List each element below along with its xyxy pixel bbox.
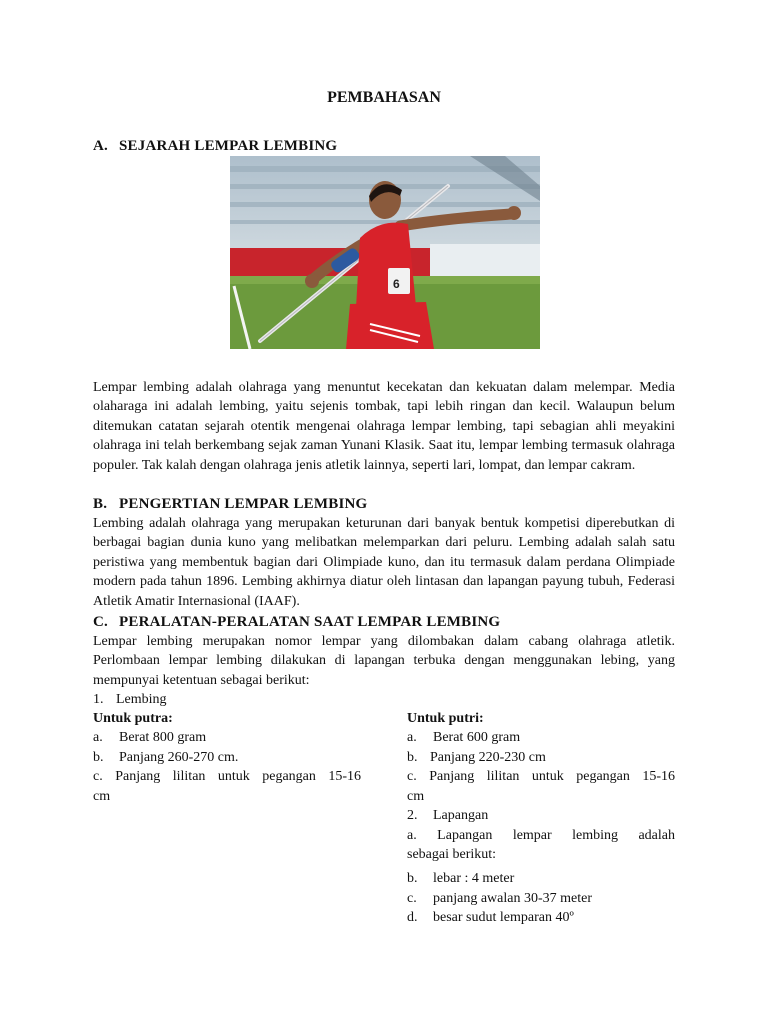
list-text: panjang awalan 30-37 meter [433,891,592,906]
list-text: Lembing [116,692,167,707]
section-b-paragraph: Lembing adalah olahraga yang merupakan keturunan dari banyak bentuk kompetisi diperebutkan di berbagai bagian dunia kuno yang melibatkan melemparkan dari peluru. Lembing adalah salah satu peristiwa yang membentuk bagian dari Olimpiade kuno, dan itu termasuk dalam perdana Olimpiade modern pada tahun 1896. Lembing akhirnya diatur oleh lintasan dan lapangan payung tubuh, Federasi Atletik Amatir Internasional (IAAF). [93,516,675,609]
list-text: besar sudut lemparan 40º [433,910,574,925]
list-marker: 1. [93,692,104,707]
list-marker: c. [93,769,103,784]
list-marker: b. [407,750,418,765]
lapangan-item-a [407,826,675,845]
section-b-number: B. [93,496,108,512]
page-title: PEMBAHASAN [327,89,441,106]
putra-item-a [93,728,206,747]
list-marker: a. [93,730,103,745]
lapangan-item-a-continued: sebagai berikut: [407,847,497,862]
putri-heading: Untuk putri: [407,711,484,726]
list-text: Panjang lilitan untuk pegangan 15-16 [429,769,675,784]
putra-item-c-continued: cm [93,789,111,804]
putri-item-c [407,767,675,786]
section-a-title: SEJARAH LEMPAR LEMBING [119,138,338,154]
list-item-lapangan [407,806,488,825]
list-text: Lapangan lempar lembing adalah [437,828,675,843]
section-c-number: C. [93,614,108,630]
section-c-paragraph: Lempar lembing merupakan nomor lempar yang dilombakan dalam cabang olahraga atletik. Perlombaan lempar lembing dilakukan di lapangan terbuka dengan menggunakan lebing, yang mempunyai ketentuan sebagai berikut: [93,634,675,688]
lapangan-item-d [407,908,574,927]
list-marker: c. [407,891,417,906]
list-text: Panjang 220-230 cm [430,750,546,765]
section-b-title: PENGERTIAN LEMPAR LEMBING [119,496,368,512]
svg-text:6: 6 [393,277,400,291]
list-marker: b. [93,750,104,765]
list-text: lebar : 4 meter [433,871,515,886]
putra-heading: Untuk putra: [93,711,173,726]
list-marker: d. [407,910,418,925]
list-marker: b. [407,871,418,886]
list-item-lembing [93,690,167,709]
list-text: Panjang 260-270 cm. [119,750,239,765]
list-text: Panjang lilitan untuk pegangan 15-16 [115,769,361,784]
putra-item-b [93,748,238,767]
list-marker: c. [407,769,417,784]
section-c-title: PERALATAN-PERALATAN SAAT LEMPAR LEMBING [119,614,501,630]
javelin-thrower-photo [230,156,540,349]
section-a-heading [93,136,693,156]
section-b-heading [93,494,693,514]
list-text: Lapangan [433,808,489,823]
section-c-heading [93,612,693,632]
putri-item-a [407,728,520,747]
section-a-paragraph: Lempar lembing adalah olahraga yang menuntut kecekatan dan kekuatan dalam melempar. Media olaharaga ini adalah lembing, yaitu sejenis tombak, tapi lebih ringan dan kecil. Walaupun belum ditemukan catatan sejarah otentik mengenai olahraga lempar lembing, tapi sebagian ahli meyakini olahraga ini telah berkembang sejak zaman Yunani Klasik. Saat itu, lempar lembing termasuk olahraga populer. Tak kalah dengan olahraga jenis atletik lainnya, seperti lari, lompat, dan lempar cakram. [93,380,675,473]
lapangan-item-c [407,889,592,908]
section-a-number: A. [93,138,108,154]
putri-item-b [407,748,546,767]
list-text: Berat 800 gram [119,730,207,745]
putri-item-c-continued: cm [407,789,425,804]
lapangan-item-b [407,869,514,888]
putra-item-c [93,767,361,786]
list-text: Berat 600 gram [433,730,521,745]
list-marker: a. [407,730,417,745]
list-marker: 2. [407,808,418,823]
list-marker: a. [407,828,417,843]
